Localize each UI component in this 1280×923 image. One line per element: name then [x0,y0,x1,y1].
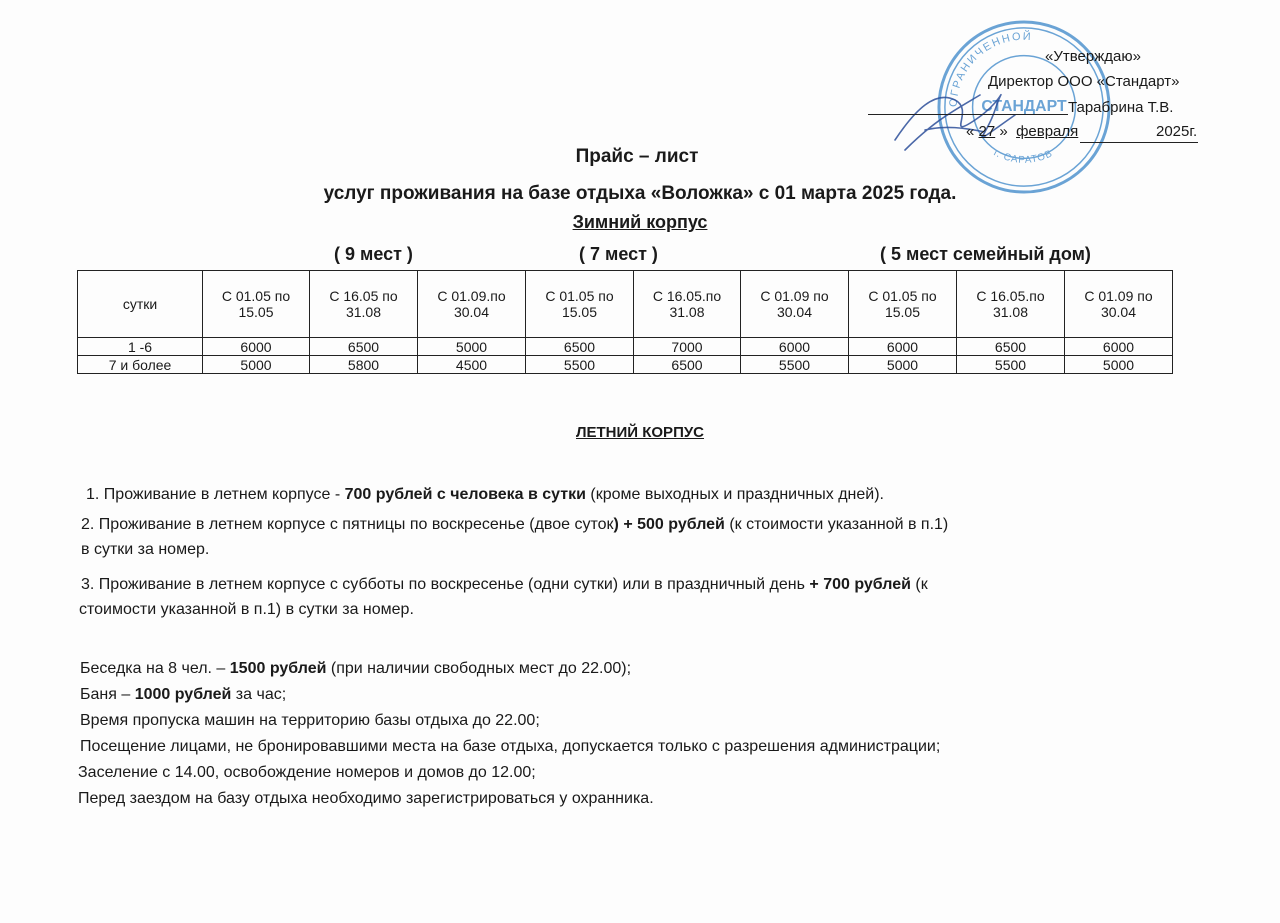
approval-date [966,123,1078,140]
stamp-center-text: СТАНДАРТ [981,97,1067,115]
price-cell: 6500 [526,338,634,356]
price-cell: 5500 [526,356,634,374]
table-row [78,356,1173,374]
signature-line [868,114,1068,115]
director-name: Тарабрина Т.В. [1068,99,1174,116]
checkin-line: Заселение с 14.00, освобождение номеров и домов до 12.00; [78,764,536,781]
row-label: 7 и более [78,356,203,374]
price-cell: 6000 [203,338,310,356]
document-subtitle: услуг проживания на базе отдыха «Воложка» с 01 марта 2025 года. [323,183,957,204]
summer-item-2-cont: в сутки за номер. [81,541,210,558]
cars-line: Время пропуска машин на территорию базы отдыха до 22.00; [80,712,540,729]
date-open-quote: « [966,123,975,140]
price-cell: 4500 [418,356,526,374]
summer-item-3-cont: стоимости указанной в п.1) в сутки за номер. [79,601,414,618]
price-cell: 5800 [310,356,418,374]
group-7-places: ( 7 мест ) [579,244,658,264]
group-9-places: ( 9 мест ) [334,244,413,264]
table-row [78,338,1173,356]
price-cell: 6000 [849,338,957,356]
price-cell: 6000 [741,338,849,356]
register-line: Перед заездом на базу отдыха необходимо зарегистрироваться у охранника. [78,790,654,807]
header-cell: С 01.09 по 30.04 [1065,271,1173,338]
summer-item-2: 2. Проживание в летнем корпусе с пятницы по воскресенье (двое суток) + 500 рублей (к стоимости указанной в п.1) [81,516,949,533]
price-cell: 5500 [741,356,849,374]
approve-label: «Утверждаю» [1045,48,1141,65]
date-close-quote: » [999,123,1008,140]
stamp-top-text: ОГРАНИЧЕННОЙ [947,30,1033,108]
date-underline [1080,142,1198,143]
stamp-city-text: г. САРАТОВ [991,147,1055,166]
gazebo-line: Беседка на 8 чел. – 1500 рублей (при наличии свободных мест до 22.00); [80,660,632,677]
date-day: 27 [978,123,996,140]
date-month: февраля [1016,123,1079,140]
price-cell: 6000 [1065,338,1173,356]
winter-building-heading: Зимний корпус [572,212,708,232]
document-title: Прайс – лист [575,146,699,167]
price-cell: 6500 [634,356,741,374]
header-cell: С 16.05 по 31.08 [310,271,418,338]
header-cell: С 01.09 по 30.04 [741,271,849,338]
header-cell: С 01.05 по 15.05 [526,271,634,338]
group-family-house: ( 5 мест семейный дом) [880,244,1091,264]
row-label: 1 -6 [78,338,203,356]
director-position: Директор ООО «Стандарт» [988,73,1180,90]
header-cell: С 16.05.по 31.08 [957,271,1065,338]
price-cell: 5000 [849,356,957,374]
header-cell: С 01.05 по 15.05 [849,271,957,338]
price-cell: 5000 [1065,356,1173,374]
price-cell: 7000 [634,338,741,356]
sauna-line: Баня – 1000 рублей за час; [80,686,287,703]
visitors-line: Посещение лицами, не бронировавшими места на базе отдыха, допускается только с разрешения администрации; [80,738,941,755]
table-header-row [78,271,1173,338]
price-cell: 6500 [310,338,418,356]
header-cell: С 16.05.по 31.08 [634,271,741,338]
header-cell: сутки [78,271,203,338]
summer-building-heading: ЛЕТНИЙ КОРПУС [575,424,705,441]
summer-item-1: 1. Проживание в летнем корпусе - 700 рублей с человека в сутки (кроме выходных и праздничных дней). [86,486,884,503]
date-year: 2025г. [1156,123,1198,140]
price-cell: 5500 [957,356,1065,374]
summer-item-3: 3. Проживание в летнем корпусе с субботы по воскресенье (одни сутки) или в праздничный день + 700 рублей (к [81,576,928,593]
price-cell: 6500 [957,338,1065,356]
price-cell: 5000 [203,356,310,374]
winter-price-table [77,270,1173,374]
header-cell: С 01.09.по 30.04 [418,271,526,338]
price-cell: 5000 [418,338,526,356]
header-cell: С 01.05 по 15.05 [203,271,310,338]
